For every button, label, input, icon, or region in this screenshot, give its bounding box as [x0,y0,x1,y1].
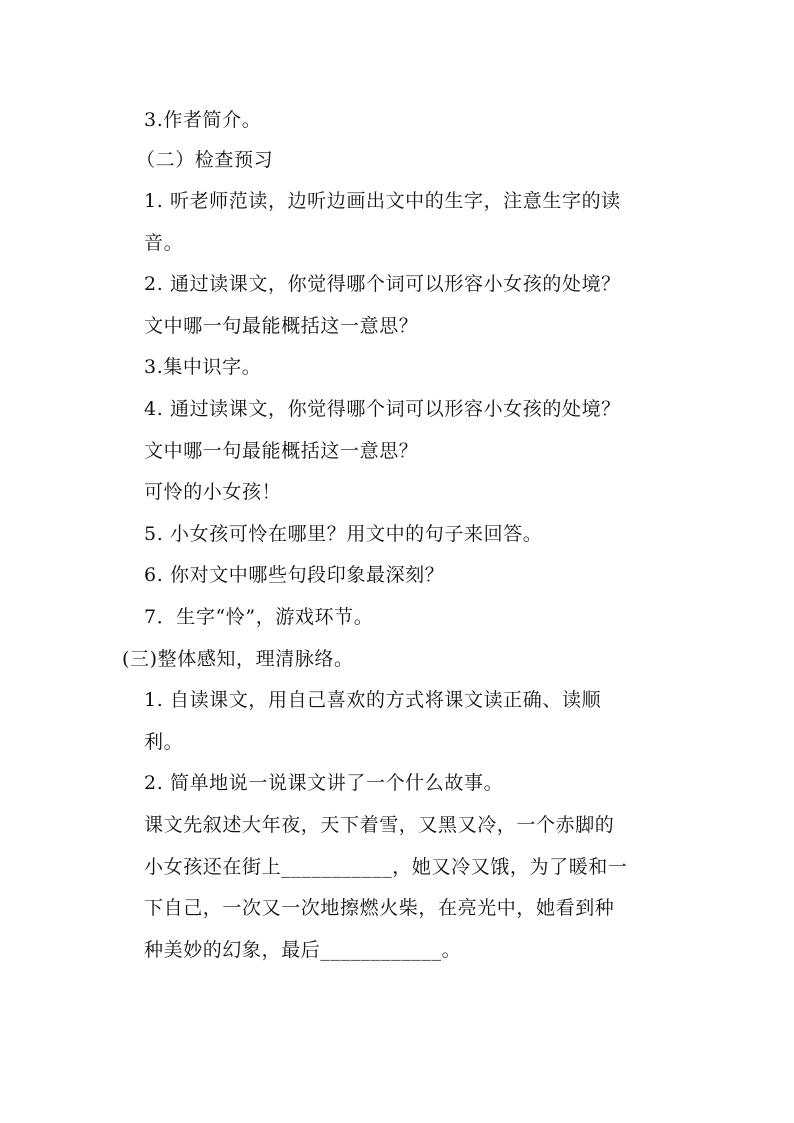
section-heading-overall-perception: (三)整体感知，理清脉络。 [122,648,354,670]
item-7: 7．生字“怜”，游戏环节。 [144,606,374,628]
summary-line-3: 下自己，一次又一次地擦燃火柴，在亮光中，她看到种 [144,897,615,919]
item-4-line-2: 文中哪一句最能概括这一意思？ [144,440,419,462]
section-item-author-intro: 3.作者简介。 [144,109,262,131]
item-3-literacy: 3.集中识字。 [144,356,262,378]
summary-line-1: 课文先叙述大年夜，天下着雪，又黑又冷，一个赤脚的 [144,814,615,836]
item-5: 5. 小女孩可怜在哪里？用文中的句子来回答。 [144,523,543,545]
answer-poor-girl: 可怜的小女孩！ [144,481,282,503]
reading-item-1-line-1: 1. 自读课文，用自己喜欢的方式将课文读正确、读顺 [144,689,602,711]
summary-line-4: 种美妙的幻象，最后____________。 [144,939,462,961]
reading-item-2: 2. 简单地说一说课文讲了一个什么故事。 [144,772,504,794]
section-heading-preview-check: （二）检查预习 [136,149,274,171]
item-4-line-1: 4. 通过读课文，你觉得哪个词可以形容小女孩的处境？ [144,398,621,420]
summary-line-2: 小女孩还在街上___________，她又冷又饿，为了暖和一 [144,856,628,878]
reading-item-1-line-2: 利。 [144,731,184,753]
item-2-line-1: 2. 通过读课文，你觉得哪个词可以形容小女孩的处境？ [144,273,621,295]
item-1-line-1: 1. 听老师范读，边听边画出文中的生字，注意生字的读 [144,190,621,212]
item-6: 6. 你对文中哪些句段印象最深刻？ [144,564,445,586]
item-2-line-2: 文中哪一句最能概括这一意思？ [144,315,419,337]
item-1-line-2: 音。 [144,232,184,254]
